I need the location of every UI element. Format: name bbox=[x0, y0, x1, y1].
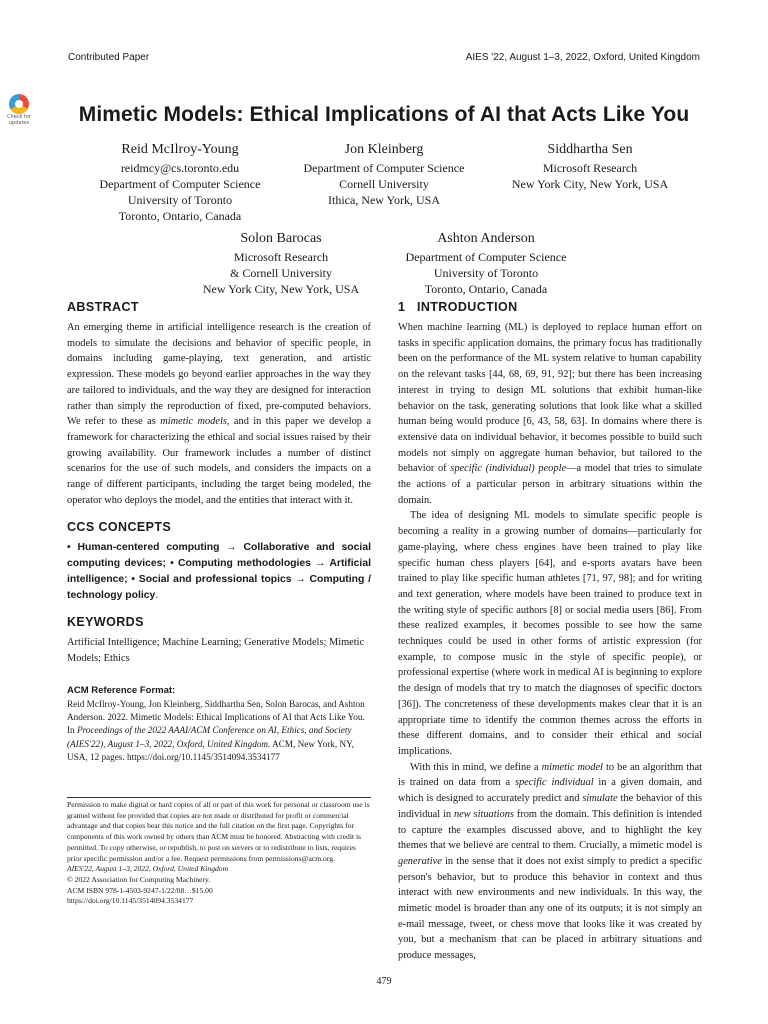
author-affiliation-line: Toronto, Ontario, Canada bbox=[424, 282, 548, 296]
author-affiliation-line: Cornell University bbox=[339, 177, 429, 191]
author-block-3 bbox=[490, 141, 690, 192]
author-affiliation-line: Department of Computer Science bbox=[405, 250, 567, 264]
ccs-heading: CCS CONCEPTS bbox=[67, 520, 172, 535]
author-name: Jon Kleinberg bbox=[344, 142, 424, 157]
page-number: 479 bbox=[376, 976, 392, 987]
running-header-left: Contributed Paper bbox=[68, 52, 150, 63]
permission-text: Permission to make digital or hard copies of all or part of this work for personal or classroom use is granted without fee provided that copies are not made or distributed for profit or commercial advantage and that copies bear this notice and the full citation on the first page. Copyrights for components of this work owned by others than ACM must be honored. Abstracting with credit is permitted. To copy otherwise, or republish, to post on servers or to redistribute to lists, requires prior specific permission and/or a fee. Request permissions from permissions@acm.org. bbox=[67, 800, 370, 863]
keywords-text: Artificial Intelligence; Machine Learning; Generative Models; Mimetic Models; Ethics bbox=[67, 637, 365, 664]
author-affiliation-line: Department of Computer Science bbox=[303, 161, 465, 175]
intro-paragraph-1: When machine learning (ML) is deployed to replace human effort on tasks in specific application domains, the primary focus has traditionally been on the performance of the ML system relative to human capability on the relevant tasks [44, 68, 69, 91, 92]; but there has been increasing interest in trying to design ML solutions that exhibit human-like behavior on the task, generating solutions that look like what a skilled human being would produce [6, 43, 58, 63]. In domains where there is extensive data on individual behavior, it becomes possible to build such models not simply on aggregate human behavior, but tailored to the behavior of specific (individual) people—a model that tries to simulate the actions of a particular person in arbitrary situations within the domain. bbox=[398, 322, 703, 506]
intro-paragraph-2: The idea of designing ML models to simulate specific people is becoming a reality in a growing number of domains—particularly for game-playing, where chess engines have been trained to play like specific human chess players [64], and e-sports avatars have been trained to play like specific human athletes [71, 97, 98]; and for writing and text generation, where models have been trained to produce text in the writing style of specific authors [8] or social media users [86]. From these realized examples, it becomes possible to see how the same techniques could be used in other forms of artistic expression (for example, to compose music in the style of specific people), or professional expertise (where work in medical AI is beginning to explore the design of models that try to match the diagnoses of specific doctors [36]). The concreteness of these developments makes clear that it is an appropriate time to identify the common themes across the efforts in these different domains, and to consider their ethical and social implications. bbox=[398, 510, 702, 757]
author-affiliation-line: Ithica, New York, USA bbox=[328, 193, 440, 207]
author-affiliation-line: University of Toronto bbox=[127, 193, 233, 207]
permission-isbn: ACM ISBN 978-1-4503-9247-1/22/08…$15.00 bbox=[67, 885, 213, 895]
introduction-heading: 1 INTRODUCTION bbox=[398, 300, 518, 314]
permission-doi-link[interactable]: https://doi.org/10.1145/3514094.3534177 bbox=[67, 896, 194, 906]
permission-venue: AIES'22, August 1–3, 2022, Oxford, United Kingdom bbox=[67, 864, 229, 874]
author-block-1 bbox=[80, 141, 280, 224]
acm-reference-text: Reid McIlroy-Young, Jon Kleinberg, Siddhartha Sen, Solon Barocas, and Ashton Anderson. 2022. Mimetic Models: Ethical Implications of AI that Acts Like You. In Proceedings of the 2022 AAAI/ACM Conference on AI, Ethics, and Society (AIES'22), August 1–3, 2022, Oxford, United Kingdom. ACM, New York, NY, USA, 12 pages. https://doi.org/10.1145/3514094.3534177 bbox=[67, 698, 365, 763]
author-affiliation-line: University of Toronto bbox=[433, 266, 539, 280]
author-affiliation-line: Microsoft Research bbox=[233, 250, 329, 264]
right-column bbox=[398, 300, 702, 964]
acm-reference-heading: ACM Reference Format: bbox=[67, 684, 176, 696]
paper-title: Mimetic Models: Ethical Implications of AI that Acts Like You bbox=[78, 103, 690, 126]
permission-divider bbox=[67, 797, 371, 798]
permission-copyright: © 2022 Association for Computing Machinery. bbox=[67, 874, 211, 884]
running-header-right: AIES '22, August 1–3, 2022, Oxford, United Kingdom bbox=[465, 52, 700, 63]
author-affiliation-line: & Cornell University bbox=[230, 266, 332, 280]
ccs-concepts-text: • Human-centered computing → Collaborative and social computing devices; • Computing methodologies → Artificial intelligence; • Social and professional topics → Computing / technology policy. bbox=[67, 542, 371, 601]
badge-label-line2: updates bbox=[8, 120, 30, 126]
abstract-emphasis: mimetic models bbox=[160, 416, 227, 428]
author-affiliation-line: Department of Computer Science bbox=[99, 177, 261, 191]
author-name: Solon Barocas bbox=[240, 231, 322, 246]
author-affiliation-line: New York City, New York, USA bbox=[202, 282, 360, 296]
abstract-text: An emerging theme in artificial intelligence research is the creation of models to simulate the decisions and behavior of specific people, in domains including game-playing, text generation, and artistic expression. These models go beyond earlier approaches in the way they are tailored to individuals, and the way they are designed for interaction rather than simply the reproduction of fixed, pre-computed behaviors. We refer to these as mimetic models, and in this paper we develop a framework for characterizing the ethical and social issues raised by their growing availability. Our framework includes a number of distinct scenarios for the use of such models, and considers the impacts on a range of different participants, including the target being modeled, the operator who deploys the model, and the entities that interact with it. bbox=[67, 322, 371, 506]
author-name: Siddhartha Sen bbox=[547, 142, 633, 157]
keywords-heading: KEYWORDS bbox=[67, 615, 144, 630]
author-email[interactable]: reidmcy@cs.toronto.edu bbox=[120, 161, 240, 175]
author-name: Ashton Anderson bbox=[437, 231, 535, 246]
intro-paragraph-3: With this in mind, we define a mimetic model to be an algorithm that is trained on data from a specific individual in a given domain, and which is designed to accurately predict and simulate the behavior of this individual in new situations from the domain. This definition is intended to capture the examples discussed above, and to highlight the key themes that we believe are central to them. Crucially, a mimetic model is generative in the sense that it does not exist simply to predict a specific person's behavior, but to produce this behavior in context and thus interact with new environments and new individuals. In this way, the mimetic model is broader than any one of its outputs; it is not simply an e-mail message, tweet, or chess move that looks like it was created by you, but a mechanism that can be placed in arbitrary situations and produce messages, bbox=[398, 761, 703, 962]
author-block-4 bbox=[181, 230, 381, 297]
author-name: Reid McIlroy-Young bbox=[121, 142, 239, 157]
author-affiliation-line: Toronto, Ontario, Canada bbox=[118, 209, 242, 223]
author-block-2 bbox=[284, 141, 484, 208]
left-column bbox=[67, 300, 371, 765]
permission-block bbox=[67, 800, 371, 907]
author-block-5 bbox=[386, 230, 586, 297]
author-affiliation-line: Microsoft Research bbox=[542, 161, 638, 175]
author-affiliation-line: New York City, New York, USA bbox=[511, 177, 669, 191]
abstract-heading: ABSTRACT bbox=[67, 300, 139, 314]
badge-label-line1: Check for bbox=[7, 114, 31, 120]
